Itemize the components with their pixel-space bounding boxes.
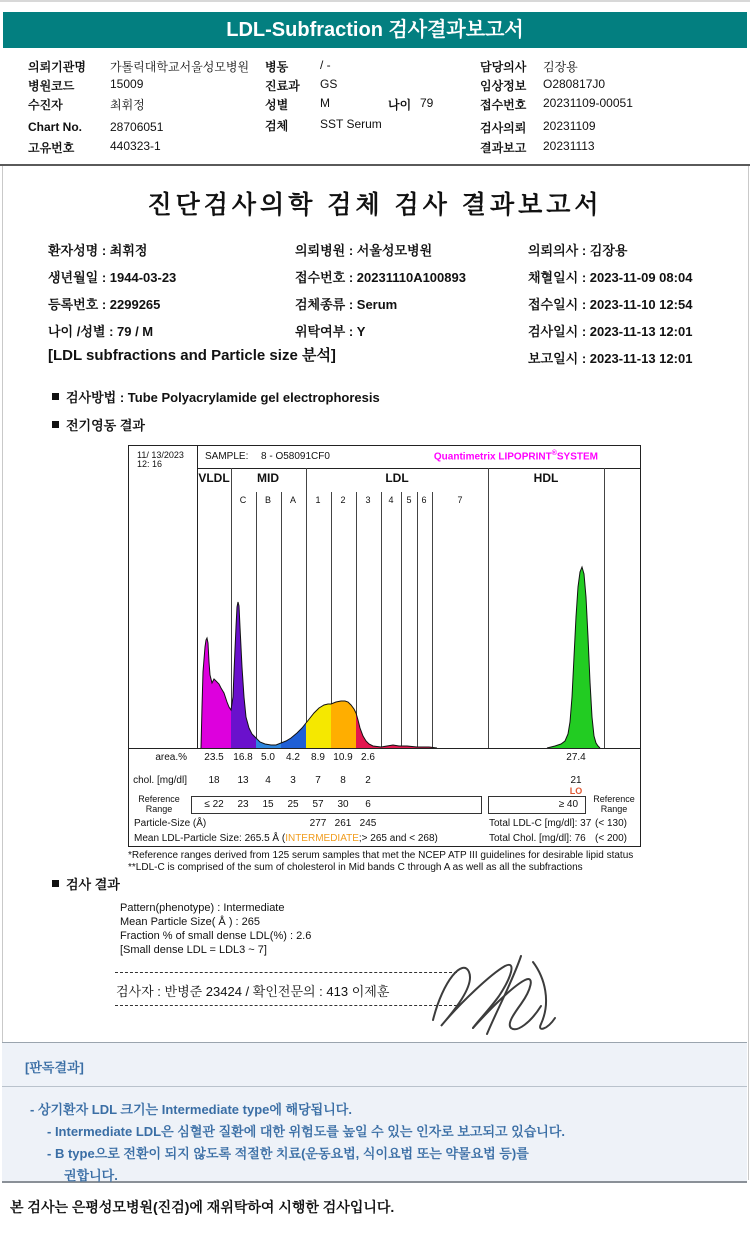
field-label-specimen: 검체: [265, 119, 289, 133]
band-label-2: 2: [340, 495, 346, 505]
method-label: 검사방법: [66, 390, 117, 405]
report-datetime: 보고일시 : 2023-11-13 12:01: [528, 351, 693, 366]
band-label-c: C: [239, 495, 247, 505]
result-small-dense-def: [Small dense LDL = LDL3 ~ 7]: [120, 944, 267, 956]
area-mid-b: 5.0: [261, 752, 275, 763]
examiner-divider-bottom: [115, 1005, 457, 1006]
total-ldl-c-ref: (< 130): [595, 818, 627, 829]
specimen-type: 검체종류 : Serum: [295, 297, 398, 312]
field-value-sex: M: [320, 96, 330, 110]
field-value-hospital-code: 15009: [110, 77, 144, 91]
area-vldl: 23.5: [204, 752, 224, 763]
band-label-6: 6: [421, 495, 427, 505]
method-value: : Tube Polyacrylamide gel electrophoresis: [116, 390, 380, 405]
interpretation-line-3: - B type으로 전환이 되지 않도록 적절한 치료(운동요법, 식이요법 또는 약물요법 등)를: [47, 1146, 529, 1161]
report-header-bar: [3, 12, 747, 48]
patient-birthdate: 생년월일 : 1944-03-23: [48, 270, 177, 285]
report-title: 진단검사의학 검체 검사 결과보고서: [147, 191, 603, 219]
low-flag: LO: [569, 786, 583, 796]
request-hospital: 의뢰병원 : 서울성모병원: [295, 243, 433, 258]
brand-lipoprint: Quantimetrix LIPOPRINT®SYSTEM: [433, 450, 598, 463]
examiner-line: 검사자 : 반병준 23424 / 확인전문의 : 413 이제훈: [116, 984, 390, 999]
chol-ldl1: 7: [315, 775, 321, 786]
field-value-requesting-org: 가톨릭대학교서울성모병원: [110, 60, 250, 74]
baseline: [129, 748, 640, 749]
field-value-order-date: 20231109: [543, 119, 596, 133]
total-chol: Total Chol. [mg/dl]: 76: [489, 833, 586, 844]
electrophoresis-heading: 전기영동 결과: [66, 418, 145, 433]
field-value-chart-no: 28706051: [110, 120, 164, 134]
patient-age-sex: 나이 /성별 : 79 / M: [48, 324, 154, 339]
receipt-no: 접수번호 : 20231110A100893: [295, 270, 466, 285]
ref-vldl: ≤ 22: [204, 799, 224, 810]
field-label-sex: 성별: [265, 98, 289, 112]
row-label-chol: chol. [mg/dl]: [133, 775, 187, 786]
field-label-hospital-code: 병원코드: [28, 79, 75, 93]
section-title-ldl-subfractions: [LDL subfractions and Particle size 분석]: [48, 347, 336, 364]
result-small-dense-pct: Fraction % of small dense LDL(%) : 2.6: [120, 930, 312, 942]
area-mid-c: 16.8: [233, 752, 253, 763]
examiner-divider-top: [115, 972, 457, 973]
band-label-b: B: [264, 495, 272, 505]
field-value-accession-no: 20231109-00051: [543, 96, 633, 110]
method-line: [66, 387, 380, 406]
chol-hdl: 21: [570, 775, 582, 786]
collect-datetime: 채혈일시 : 2023-11-09 08:04: [528, 270, 693, 285]
sample-label: SAMPLE:: [205, 451, 249, 462]
field-label-report-date: 결과보고: [480, 141, 527, 155]
chart-header-rule: [197, 468, 640, 469]
footnote-1: *Reference ranges derived from 125 serum samples that met the NCEP ATP III guidelines for desirable lipid status: [128, 850, 634, 861]
interpretation-line-2: - Intermediate LDL은 심혈관 질환에 대한 위험도를 높일 수 있는 인자로 보고되고 있습니다.: [47, 1124, 566, 1139]
field-label-department: 진료과: [265, 79, 300, 93]
area-ldl1: 8.9: [311, 752, 325, 763]
band-label-5: 5: [406, 495, 412, 505]
band-label-7: 7: [457, 495, 463, 505]
chol-mid-c: 13: [237, 775, 249, 786]
mean-ldl-particle-size: Mean LDL-Particle Size: 265.5 Å (INTERMEDIATE;> 265 and < 268): [134, 833, 438, 844]
field-value-report-date: 20231113: [543, 139, 595, 153]
ref-ldl1: 57: [312, 799, 324, 810]
chol-vldl: 18: [208, 775, 220, 786]
field-value-patient: 최휘정: [110, 98, 145, 112]
band-label-1: 1: [315, 495, 321, 505]
chol-mid-a: 3: [290, 775, 296, 786]
result-pattern: Pattern(phenotype) : Intermediate: [120, 902, 285, 914]
field-label-age: 나이: [388, 98, 412, 112]
area-hdl: 27.4: [566, 752, 586, 763]
interpretation-heading: [판독결과]: [25, 1060, 84, 1075]
outsourcing-note: 본 검사는 은평성모병원(진검)에 재위탁하여 시행한 검사입니다.: [10, 1199, 395, 1215]
patient-reg-no: 등록번호 : 2299265: [48, 297, 161, 312]
column-header-hdl: HDL: [533, 471, 559, 485]
patient-name: 환자성명 : 최휘정: [48, 243, 148, 258]
request-doctor: 의뢰의사 : 김장용: [528, 243, 628, 258]
field-value-specimen: SST Serum: [320, 117, 382, 131]
field-label-unique-no: 고유번호: [28, 141, 75, 155]
square-bullet-icon: [52, 880, 59, 887]
result-mean-size: Mean Particle Size( Å ) : 265: [120, 916, 261, 928]
chart-time: 12: 16: [137, 459, 163, 469]
interpretation-line-4: 권합니다.: [64, 1168, 118, 1183]
chol-mid-b: 4: [265, 775, 271, 786]
ref-mid-c: 23: [237, 799, 249, 810]
signature-icon: [425, 950, 575, 1038]
area-ldl3: 2.6: [361, 752, 375, 763]
ref-ldl3: 6: [365, 799, 371, 810]
chart-date: 11/ 13/2023: [137, 450, 184, 460]
field-label-ward: 병동: [265, 60, 289, 74]
field-label-clinical-info: 임상정보: [480, 79, 527, 93]
sample-value: 8 - O58091CF0: [261, 451, 330, 462]
square-bullet-icon: [52, 421, 59, 428]
ref-hdl: ≥ 40: [558, 799, 578, 810]
interpretation-divider: [2, 1086, 747, 1087]
band-label-a: A: [289, 495, 297, 505]
field-value-department: GS: [320, 77, 338, 91]
results-heading: 검사 결과: [66, 877, 120, 892]
ref-ldl2: 30: [337, 799, 349, 810]
electropherogram-curves: [197, 512, 604, 748]
row-label-particle-size: Particle-Size (Å): [134, 818, 207, 829]
area-ldl2: 10.9: [333, 752, 353, 763]
particle-ldl2: 261: [334, 818, 352, 829]
footnote-2: **LDL-C is comprised of the sum of cholesterol in Mid bands C through A as well as all the subfractions: [128, 862, 583, 873]
band-label-3: 3: [365, 495, 371, 505]
registered-mark-icon: ®: [551, 450, 557, 457]
field-label-requesting-org: 의뢰기관명: [28, 60, 86, 74]
row-label-reference: Reference Range: [138, 794, 180, 814]
lipoprint-chart: [128, 445, 641, 847]
field-label-doctor: 담당의사: [480, 60, 527, 74]
chol-ldl2: 8: [340, 775, 346, 786]
row-label-reference-right: Reference Range: [593, 794, 635, 814]
total-ldl-c: Total LDL-C [mg/dl]: 37: [489, 818, 592, 829]
field-value-doctor: 김장용: [543, 60, 578, 74]
square-bullet-icon: [52, 393, 59, 400]
ref-mid-b: 15: [262, 799, 274, 810]
row-label-area: area.%: [155, 752, 187, 763]
test-datetime: 검사일시 : 2023-11-13 12:01: [528, 324, 693, 339]
interpretation-line-1: - 상기환자 LDL 크기는 Intermediate type에 해당됩니다.: [30, 1102, 352, 1117]
interpretation-box: [2, 1042, 747, 1183]
intermediate-flag: INTERMEDIATE: [285, 833, 359, 844]
total-chol-ref: (< 200): [595, 833, 627, 844]
field-label-chart-no: Chart No.: [28, 120, 82, 134]
band-label-4: 4: [388, 495, 394, 505]
column-header-mid: MID: [257, 471, 279, 485]
particle-ldl1: 277: [309, 818, 327, 829]
field-label-order-date: 검사의뢰: [480, 121, 527, 135]
column-header-ldl: LDL: [385, 471, 409, 485]
field-value-unique-no: 440323-1: [110, 139, 161, 153]
field-value-ward: / -: [320, 58, 331, 72]
field-value-clinical-info: O280817J0: [543, 77, 606, 91]
ref-mid-a: 25: [287, 799, 299, 810]
field-label-accession-no: 접수번호: [480, 98, 527, 112]
page-title: LDL-Subfraction 검사결과보고서: [226, 19, 524, 41]
receipt-datetime: 접수일시 : 2023-11-10 12:54: [528, 297, 693, 312]
field-value-age: 79: [420, 96, 434, 110]
particle-ldl3: 245: [359, 818, 377, 829]
field-label-patient: 수진자: [28, 98, 63, 112]
band-divider: [604, 468, 605, 748]
area-mid-a: 4.2: [286, 752, 300, 763]
column-header-vldl: VLDL: [198, 471, 230, 485]
chol-ldl3: 2: [365, 775, 371, 786]
referral-flag: 위탁여부 : Y: [295, 324, 366, 339]
